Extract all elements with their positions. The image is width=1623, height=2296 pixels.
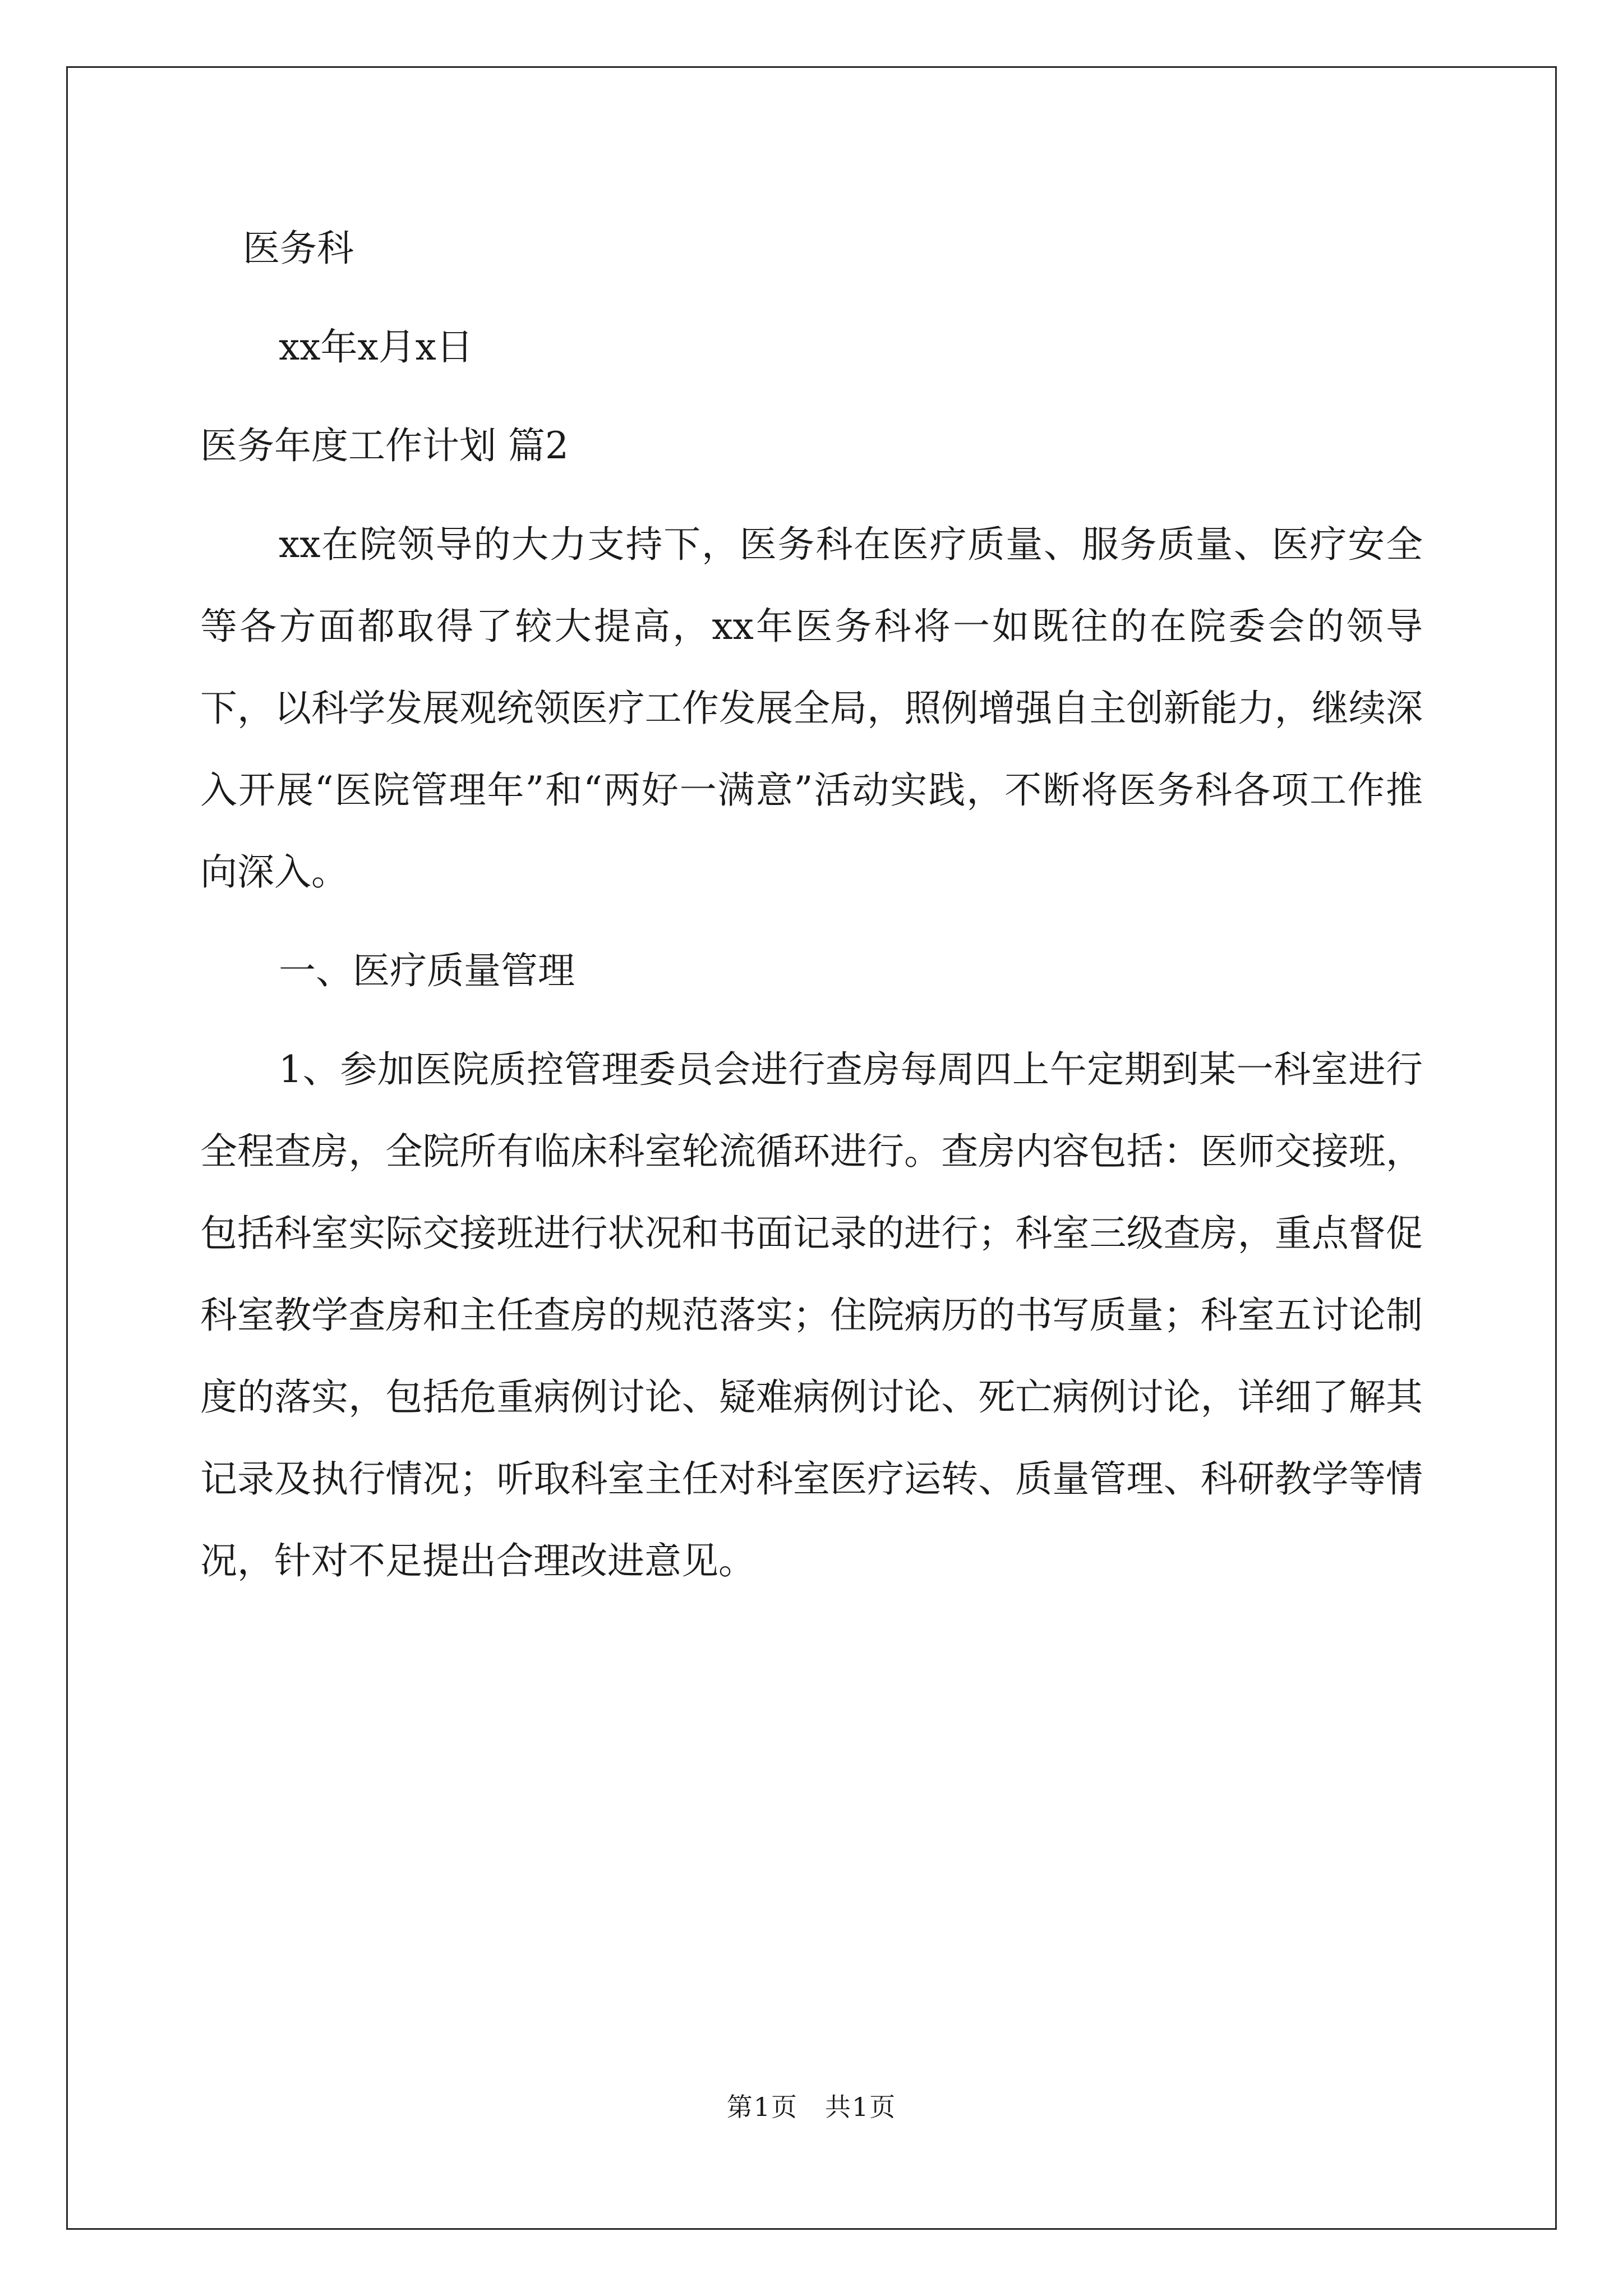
signoff-date: xx年x月x日 xyxy=(279,325,473,369)
section-paragraph: 1、参加医院质控管理委员会进行查房每周四上午定期到某一科室进行全程查房，全院所有临床科室轮流循环进行。查房内容包括：医师交接班，包括科室实际交接班进行状况和书面记录的进行；科室三级查房，重点督促科室教学查房和主任查房的规范落实；住院病历的书写质量；科室五讨论制度的落实，包括危重病例讨论、疑难病例讨论、死亡病例讨论，详细了解其记录及执行情况；听取科室主任对科室医疗运转、质量管理、科研教学等情况，针对不足提出合理改进意见。 xyxy=(200,1048,1423,1582)
signoff-department: 医务科 xyxy=(243,227,354,270)
intro-paragraph: xx在院领导的大力支持下，医务科在医疗质量、服务质量、医疗安全等各方面都取得了较大提高，xx年医务科将一如既往的在院委会的领导下，以科学发展观统领医疗工作发展全局，照例增强自主创新能力，继续深入开展“医院管理年”和“两好一满意”活动实践，不断将医务科各项工作推向深入。 xyxy=(200,523,1423,894)
document-heading: 医务年度工作计划 篇2 xyxy=(200,424,569,467)
document-body xyxy=(200,208,1423,1619)
section-title: 一、医疗质量管理 xyxy=(279,949,575,992)
page-number-footer: 第1页 共1页 xyxy=(726,2092,897,2122)
